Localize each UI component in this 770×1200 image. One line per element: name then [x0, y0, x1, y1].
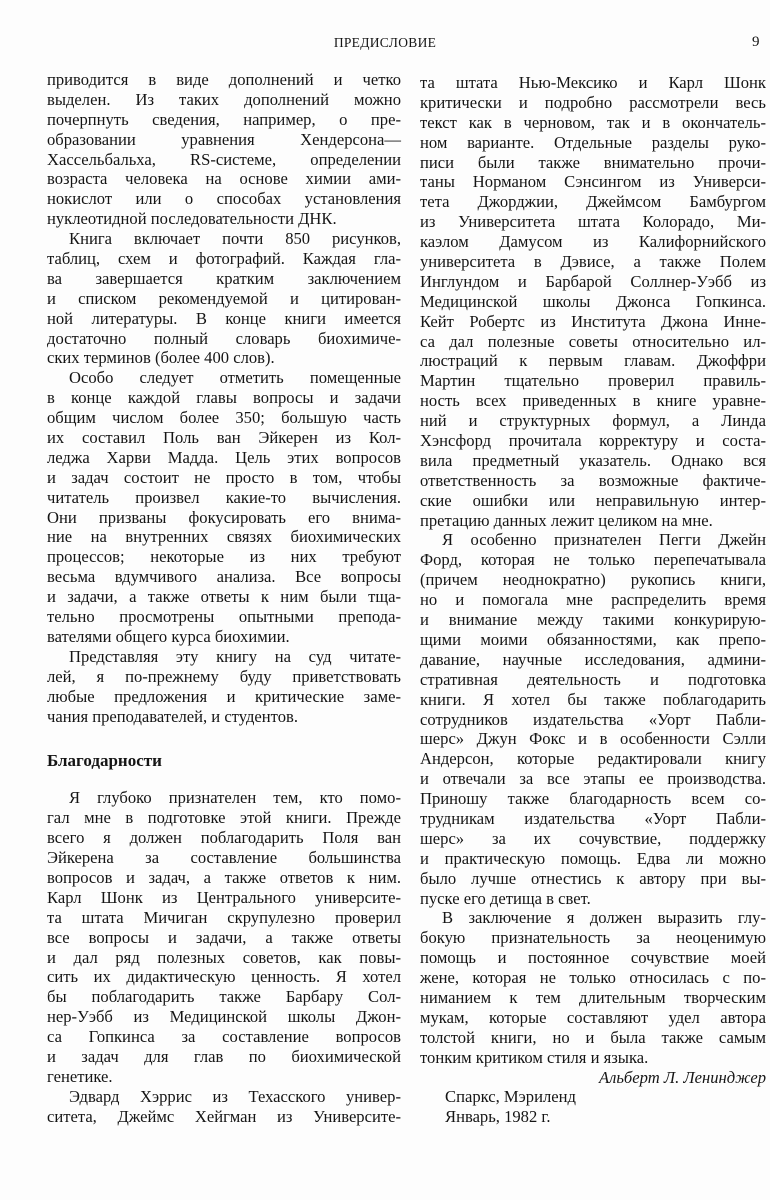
text-line: Я особенно признателен Пегги Джейн	[442, 530, 766, 550]
text-line: ность всех приведенных в книге уравне-	[420, 391, 766, 411]
text-line: из Университета штата Колорадо, Ми-	[420, 212, 766, 232]
paragraph	[47, 647, 401, 727]
text-line: са Гопкинса за составление вопросов	[47, 1027, 401, 1047]
text-line: и задач для глав по биохимической	[47, 1046, 401, 1066]
text-line: генетике.	[47, 1066, 113, 1086]
text-line: Форд, которая не только перепечатывала	[420, 550, 766, 570]
paragraph	[420, 908, 766, 1067]
text-line: Медицинской школы Джонса Гопкинса.	[420, 291, 766, 311]
text-line: Представляя эту книгу на суд читате-	[69, 646, 401, 666]
text-line: Особо следует отметить помещенные	[69, 368, 401, 388]
text-line: чания преподавателей, и студентов.	[47, 706, 298, 726]
text-line: процессов; некоторые из них требуют	[47, 547, 401, 567]
text-line: Кейт Робертс из Института Джона Инне-	[420, 311, 766, 331]
text-line: трудникам издательства «Уорт Пабли-	[420, 808, 766, 828]
text-line: гал мне в подготовке этой книги. Прежде	[47, 808, 401, 828]
text-line: Карл Шонк из Центрального университе-	[47, 887, 401, 907]
text-line: общим числом более 350; большую часть	[47, 408, 401, 428]
text-line: Андерсон, которые редактировали книгу	[420, 749, 766, 769]
paragraph	[47, 368, 401, 646]
text-line: пуске его детища в свет.	[420, 888, 591, 908]
paragraph	[47, 70, 401, 229]
text-line: весьма вдумчивого анализа. Все вопросы	[47, 567, 401, 587]
text-line: ских терминов (более 400 слов).	[47, 348, 275, 368]
text-line: тета Джорджии, Джеймсом Бамбургом	[420, 192, 766, 212]
text-line: лей, я по-прежнему буду приветствовать	[47, 666, 401, 686]
section-heading-acknowledgements: Благодарности	[47, 751, 162, 771]
text-line: ной литературы. В конце книги имеется	[47, 308, 401, 328]
text-line: нуклеотидной последовательности ДНК.	[47, 209, 337, 229]
text-line: Я глубоко признателен тем, кто помо-	[69, 788, 401, 808]
text-line: писи были также внимательно прочи-	[420, 152, 766, 172]
text-line: мукам, которые составляют удел автора	[420, 1007, 766, 1027]
text-line: ва завершается кратким заключением	[47, 268, 401, 288]
text-line: текст как в черновом, так и в окончатель-	[420, 112, 766, 132]
text-line: нер-Уэбб из Медицинской школы Джон-	[47, 1007, 401, 1027]
paragraph	[420, 530, 766, 908]
text-line: в конце каждой главы вопросы и задачи	[47, 388, 401, 408]
text-line: ские ошибки или неправильную интер-	[420, 490, 766, 510]
text-line: Эйкерена за составление большинства	[47, 848, 401, 868]
paragraph	[47, 788, 401, 1086]
text-line: бы поблагодарить также Барбару Сол-	[47, 987, 401, 1007]
text-line: ситета, Джеймс Хейгман из Университе-	[47, 1106, 401, 1126]
text-line: и внимание между такими конкурирую-	[420, 610, 766, 630]
text-line: возраста человека на основе химии ами-	[47, 169, 401, 189]
text-line: книги. Я хотел бы также поблагодарить	[420, 689, 766, 709]
text-line: каэлом Дамусом из Калифорнийского	[420, 232, 766, 252]
text-line: и дал ряд полезных советов, как повы-	[47, 947, 401, 967]
text-line: бокую признательность за неоценимую	[420, 928, 766, 948]
paragraph	[47, 1087, 401, 1127]
text-line: леджа Харви Мадда. Цель этих вопросов	[47, 447, 401, 467]
text-line: Инглундом и Барбарой Соллнер-Уэбб из	[420, 271, 766, 291]
text-line: и отвечали за все этапы ее производства.	[420, 769, 766, 789]
text-line: ниманием к тем длительным творческим	[420, 987, 766, 1007]
text-line: читатель произвел какие-то вычисления.	[47, 487, 401, 507]
text-line: са дал полезные советы относительно ил-	[420, 331, 766, 351]
acknowledgement-paragraphs	[47, 788, 401, 1126]
text-line: Хэнсфорд прочитала корректуру и соста-	[420, 431, 766, 451]
text-line: щими моими обязанностями, как препо-	[420, 629, 766, 649]
text-line: вила предметный указатель. Однако вся	[420, 450, 766, 470]
text-line: таблиц, схем и фотографий. Каждая гла-	[47, 249, 401, 269]
text-line: В заключение я должен выразить глу-	[442, 908, 766, 928]
text-line: толстой книги, но и была также самым	[420, 1027, 766, 1047]
text-line: тельно просмотрены опытными препода-	[47, 607, 401, 627]
text-line: Они призваны фокусировать его внима-	[47, 507, 401, 527]
text-line: почерпнуть сведения, например, о пре-	[47, 109, 401, 129]
text-line: критически и подробно рассмотрели весь	[420, 92, 766, 112]
text-line: вателями общего курса биохимии.	[47, 626, 290, 646]
text-line: приводится в виде дополнений и четко	[47, 70, 401, 89]
text-line: Приношу также благодарность всем со-	[420, 789, 766, 809]
text-line: Мартин тщательно проверил правиль-	[420, 371, 766, 391]
text-line: ние на внутренних связях биохимических	[47, 527, 401, 547]
text-line: помощь и постоянное сочувствие моей	[420, 948, 766, 968]
text-line: и задач состоит не просто в том, чтобы	[47, 467, 401, 487]
text-line: достаточно полный словарь биохимиче-	[47, 328, 401, 348]
text-line: сить их дидактическую ценность. Я хотел	[47, 967, 401, 987]
text-line: их составил Поль ван Эйкерен из Кол-	[47, 428, 401, 448]
text-line: Книга включает почти 850 рисунков,	[69, 229, 401, 249]
text-line: ответственность за возможные фактиче-	[420, 470, 766, 490]
author-signature: Альберт Л. Ленинджер	[598, 1067, 766, 1087]
text-line: жене, которая не только относилась с по-	[420, 968, 766, 988]
text-line: стративная деятельность и подготовка	[420, 669, 766, 689]
text-line: выделен. Из таких дополнений можно	[47, 89, 401, 109]
text-line: тонким критиком стиля и языка.	[420, 1047, 649, 1067]
text-line: люстраций к первым главам. Джоффри	[420, 351, 766, 371]
text-line: таны Норманом Сэнсингом из Универси-	[420, 172, 766, 192]
text-line: образовании уравнения Хендерсона—	[47, 129, 401, 149]
page-number: 9	[752, 34, 760, 50]
text-line: шерс» Джун Фокс и в особенности Сэлли	[420, 729, 766, 749]
text-line: претацию данных лежит целиком на мне.	[420, 510, 713, 530]
text-line: и списком рекомендуемой и цитирован-	[47, 288, 401, 308]
text-line: ном варианте. Отдельные разделы руко-	[420, 132, 766, 152]
text-line: Эдвард Хэррис из Техасского универ-	[69, 1086, 401, 1106]
text-line: и практическую помощь. Едва ли можно	[420, 848, 766, 868]
text-line: все вопросы и задачи, а также ответы	[47, 927, 401, 947]
text-line: нокислот или о способах установления	[47, 189, 401, 209]
text-line: Хассельбальха, RS-системе, определении	[47, 149, 401, 169]
text-line: но и помогала мне распределить время	[420, 590, 766, 610]
paragraph	[420, 73, 766, 530]
paragraph	[47, 229, 401, 368]
text-line: и задачи, а также ответы к ним были тща-	[47, 587, 401, 607]
text-line: давание, научные исследования, админи-	[420, 649, 766, 669]
text-line: всего я должен поблагодарить Поля ван	[47, 828, 401, 848]
text-line: университета в Дэвисе, а также Полем	[420, 252, 766, 272]
text-line: любые предложения и критические заме-	[47, 686, 401, 706]
text-line: та штата Нью-Мексико и Карл Шонк	[420, 73, 766, 92]
text-line: шерс» за их сочувствие, поддержку	[420, 828, 766, 848]
acknowledgement-paragraphs-continued	[420, 73, 766, 1068]
text-line: (причем неоднократно) рукопись книги,	[420, 570, 766, 590]
text-line: та штата Мичиган скрупулезно проверил	[47, 907, 401, 927]
text-line: вопросов и задач, а также ответов к ним.	[47, 867, 401, 887]
signature-place: Спаркс, Мэриленд	[445, 1087, 576, 1107]
signature-date: Январь, 1982 г.	[445, 1107, 551, 1127]
text-line: ний и структурных формул, а Линда	[420, 411, 766, 431]
text-line: сотрудников издательства «Уорт Пабли-	[420, 709, 766, 729]
intro-paragraphs	[47, 70, 401, 726]
left-column	[47, 70, 401, 1127]
right-column	[420, 73, 766, 1127]
text-line: было лучше отнестись к автору при вы-	[420, 868, 766, 888]
running-header-title: ПРЕДИСЛОВИЕ	[333, 35, 437, 50]
